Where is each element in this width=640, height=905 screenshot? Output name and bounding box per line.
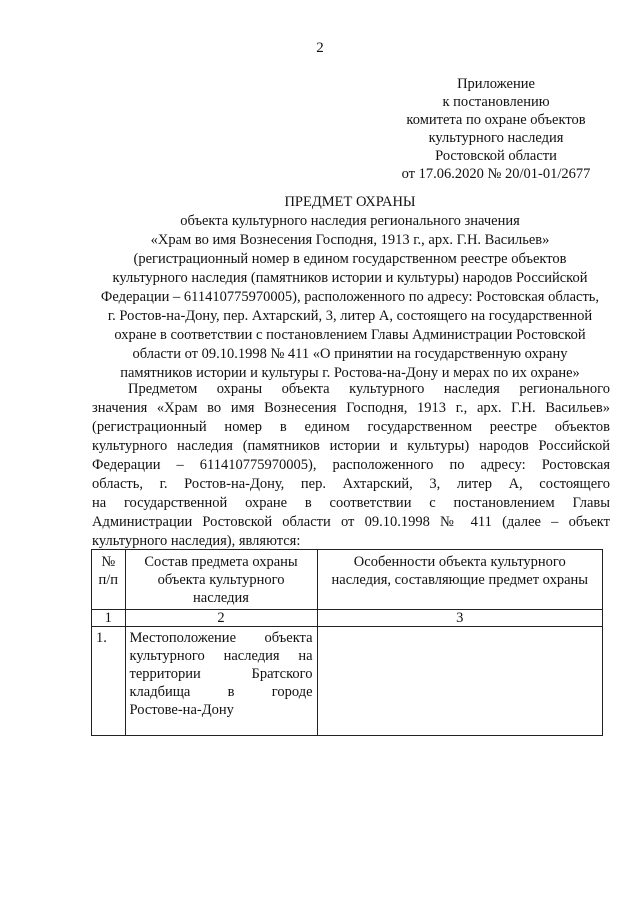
row-subject-line: культурного наследия на [129,648,313,664]
subject-title-line: охране в соответствии с постановлением Главы Администрации Ростовской [114,327,586,343]
header-text: наследия [193,590,249,606]
header-cell-subject [125,550,317,610]
subject-title-line: «Храм во имя Вознесения Господня, 1913 г., арх. Г.Н. Васильев» [150,232,550,248]
row-subject-text [130,629,313,719]
appendix-line: к постановлению [442,94,550,110]
row-subject-line: Ростове-на-Дону [129,702,234,718]
subject-title-line: (регистрационный номер в едином государственном реестре объектов [133,251,567,267]
subject-title-line: культурного наследия (памятников истории и культуры) народов Российской [112,270,588,286]
row-subject-cell [125,627,317,736]
appendix-line: Приложение [457,76,535,92]
row-subject-line: территории Братского [129,666,313,682]
page-number: 2 [316,40,324,56]
column-number: 3 [317,610,602,627]
row-features-cell [317,627,602,736]
header-text: п/п [98,572,119,588]
column-number: 1 [92,610,126,627]
appendix-line: Ростовской области [435,148,557,164]
body-line: (регистрационный номер в едином государственном реестре объектов [92,419,610,435]
body-line: культурного наследия (памятников истории и культуры) народов Российской [92,438,610,454]
header-cell-features [317,550,602,610]
body-line: Предметом охраны объекта культурного наследия регионального [128,381,610,397]
column-number: 2 [125,610,317,627]
appendix-line: от 17.06.2020 № 20/01-01/2677 [401,166,591,182]
table-header-row [92,550,603,610]
header-text: Особенности объекта культурного [353,554,566,570]
subject-title-line: области от 09.10.1998 № 411 «О принятии на государственную охрану [132,346,568,362]
row-subject-line: кладбища в городе [129,684,313,700]
appendix-line: культурного наследия [428,130,564,146]
body-line: культурного наследия), являются: [92,533,301,549]
appendix-block [366,75,626,183]
header-text: Состав предмета охраны [144,554,298,570]
header-cell-number [92,550,126,610]
subject-title-line: Федерации – 611410775970005), расположенного по адресу: Ростовская область, [100,289,600,305]
subject-title-line: г. Ростов-на-Дону, пер. Ахтарский, 3, литер А, состоящего на государственной [107,308,593,324]
row-number: 1. [92,627,126,736]
subject-title-heading: ПРЕДМЕТ ОХРАНЫ [284,194,416,210]
subject-title-line: памятников истории и культуры г. Ростова-на-Дону и мерах по их охране» [120,365,580,381]
body-line: Федерации – 611410775970005), расположенного по адресу: Ростовская [92,457,610,473]
header-text: № [101,554,116,570]
body-line: область, г. Ростов-на-Дону, пер. Ахтарский, 3, литер А, состоящего [92,476,610,492]
header-text: объекта культурного [157,572,285,588]
appendix-line: комитета по охране объектов [406,112,586,128]
subject-title-line: объекта культурного наследия регионального значения [180,213,520,229]
protection-subject-table [91,549,603,736]
body-line: на государственной охране в соответствии с постановлением Главы [92,495,610,511]
table-column-number-row [92,610,603,627]
body-line: Администрации Ростовской области от 09.10.1998 № 411 (далее – объект [92,514,610,530]
row-subject-line: Местоположение объекта [129,630,313,646]
body-line: значения «Храм во имя Вознесения Господня, 1913 г., арх. Г.Н. Васильев» [92,400,610,416]
header-text: наследия, составляющие предмет охраны [331,572,589,588]
body-paragraph [92,380,610,551]
subject-title-block [90,193,610,383]
table-row [92,627,603,736]
